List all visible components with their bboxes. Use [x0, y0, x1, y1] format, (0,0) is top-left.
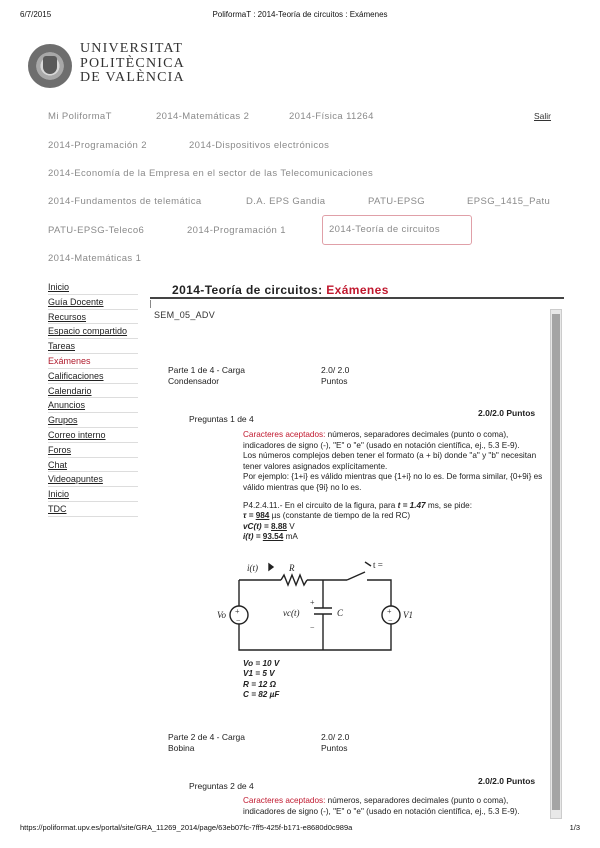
given-v1: V1 = 5 V — [243, 669, 275, 679]
vc-label: vC(t) = — [243, 521, 271, 531]
answer-i — [243, 532, 543, 543]
site-tab-matematicas-2[interactable]: 2014-Matemáticas 2 — [156, 111, 250, 122]
tau-answer[interactable]: 984 — [255, 511, 270, 521]
statement-pre: P4.2.4.11.- En el circuito de la figura, para — [243, 500, 398, 510]
tool-calendario[interactable]: Calendario — [48, 384, 138, 399]
vo-plus-sign: + — [235, 607, 240, 616]
logo-line-2: POLITÈCNICA — [80, 55, 185, 71]
part-2-name: Parte 2 de 4 - Carga — [168, 732, 246, 742]
label-vc: vc(t) — [283, 608, 300, 618]
given-values — [243, 659, 279, 701]
statement-post: ms, se pide: — [425, 500, 473, 510]
part-1-type: Condensador — [168, 376, 220, 386]
part-1-score: 2.0/ 2.0 — [321, 365, 350, 375]
tool-inicio[interactable]: Inicio — [48, 280, 138, 295]
given-c: C = 82 µF — [243, 690, 280, 700]
logo-line-1: UNIVERSITAT — [80, 41, 184, 56]
label-switch-t: t = — [373, 560, 383, 570]
site-tab-fisica[interactable]: 2014-Física 11264 — [289, 111, 374, 122]
v1-plus-sign: + — [387, 607, 392, 616]
upv-seal-icon — [28, 44, 72, 88]
accepted-chars-label: Caracteres aceptados: — [243, 430, 326, 439]
print-date: 6/7/2015 — [20, 10, 52, 19]
print-title: PoliformaT : 2014-Teoría de circuitos : Exámenes — [212, 10, 388, 19]
site-tab-da-eps-gandia[interactable]: D.A. EPS Gandia — [246, 196, 326, 207]
question-2-label: Preguntas 2 de 4 — [189, 781, 254, 791]
site-tab-matematicas-1[interactable]: 2014-Matemáticas 1 — [48, 253, 142, 264]
content-scrollbar[interactable] — [550, 309, 562, 819]
site-tab-patu-epsg[interactable]: PATU-EPSG — [368, 196, 426, 207]
part-2-unit: Puntos — [321, 743, 348, 753]
question-1-score: 2.0/2.0 Puntos — [478, 408, 536, 418]
answer-tau — [243, 511, 543, 522]
question-1-label: Preguntas 1 de 4 — [189, 414, 254, 424]
label-vo: Vo — [217, 610, 226, 620]
question-2-body — [243, 796, 543, 817]
vc-unit: V — [286, 521, 295, 531]
site-tab-dispositivos[interactable]: 2014-Dispositivos electrónicos — [189, 140, 330, 151]
given-vo: Vo = 10 V — [243, 659, 280, 668]
label-v1: V1 — [403, 610, 413, 620]
tool-examenes[interactable]: Exámenes — [48, 354, 138, 369]
page-title — [172, 283, 389, 297]
i-answer[interactable]: 93.54 — [262, 532, 284, 542]
tool-tdc[interactable]: TDC — [48, 502, 138, 517]
tool-calificaciones[interactable]: Calificaciones — [48, 369, 138, 384]
tool-grupos[interactable]: Grupos — [48, 413, 138, 428]
print-page-number: 1/3 — [569, 823, 580, 832]
tool-recursos[interactable]: Recursos — [48, 310, 138, 325]
c-minus-sign: − — [310, 623, 315, 632]
part-1-header — [168, 365, 428, 389]
q2-accepted-chars-label: Caracteres aceptados: — [243, 796, 326, 805]
tool-inicio-2[interactable]: Inicio — [48, 487, 138, 502]
accepted-chars-text: números, separadores decimales (punto o coma), indicadores de signo (-), "E" o "e" (usado en notación científica, ej., 5.3 E-9). — [243, 430, 520, 450]
tool-videoapuntes[interactable]: Videoapuntes — [48, 472, 138, 487]
site-tab-economia[interactable]: 2014-Economía de la Empresa en el sector de las Telecomunicaciones — [48, 168, 374, 179]
question-2-score: 2.0/2.0 Puntos — [478, 776, 536, 786]
exam-code: SEM_05_ADV — [154, 310, 216, 320]
label-i: i(t) — [247, 563, 258, 573]
tool-guia-docente[interactable]: Guía Docente — [48, 295, 138, 310]
tool-correo-interno[interactable]: Correo interno — [48, 428, 138, 443]
upv-logo[interactable] — [28, 41, 185, 92]
part-2-score: 2.0/ 2.0 — [321, 732, 350, 742]
problem-statement — [243, 501, 543, 512]
answer-vc — [243, 522, 543, 533]
rc-circuit-diagram — [213, 560, 413, 660]
part-1-name: Parte 1 de 4 - Carga — [168, 365, 246, 375]
part-2-header — [168, 732, 428, 756]
tool-foros[interactable]: Foros — [48, 443, 138, 458]
site-tab-epsg-patu[interactable]: EPSG_1415_Patu — [467, 196, 551, 207]
scrollbar-thumb[interactable] — [552, 314, 560, 810]
vc-answer[interactable]: 8.88 — [270, 521, 287, 531]
i-unit: mA — [283, 532, 298, 542]
tool-chat[interactable]: Chat — [48, 458, 138, 473]
tool-espacio-compartido[interactable]: Espacio compartido — [48, 324, 138, 339]
label-c: C — [337, 608, 344, 618]
complex-format-note: Los números complejos deben tener el formato (a + bi) donde "a" y "b" necesitan tener valores asignados explícitamente. — [243, 451, 537, 471]
logo-text — [80, 42, 185, 86]
statement-time: t = 1.47 — [397, 500, 426, 510]
menu-collapse-handle[interactable] — [150, 300, 151, 308]
site-tab-programacion-2[interactable]: 2014-Programación 2 — [48, 140, 147, 151]
i-label: i(t) = — [243, 532, 263, 542]
title-divider — [150, 297, 564, 299]
logo-line-3: DE VALÈNCIA — [80, 70, 185, 85]
site-tab-mi-poliformat[interactable]: Mi PoliformaT — [48, 111, 112, 122]
vo-minus-sign: − — [236, 616, 241, 625]
q2-accepted-chars-text: números, separadores decimales (punto o coma), indicadores de signo (-), "E" o "e" (usado en notación científica, ej., 5.3 E-9). — [243, 796, 520, 816]
tool-tareas[interactable]: Tareas — [48, 339, 138, 354]
site-tab-programacion-1[interactable]: 2014-Programación 1 — [187, 225, 286, 236]
page-title-tool: Exámenes — [326, 283, 389, 297]
logout-link[interactable]: Salir — [534, 111, 552, 121]
site-tab-telematica[interactable]: 2014-Fundamentos de telemática — [48, 196, 202, 207]
site-tab-patu-teleco6[interactable]: PATU-EPSG-Teleco6 — [48, 225, 145, 236]
tool-menu — [48, 280, 138, 517]
print-url: https://poliformat.upv.es/portal/site/GRA_11269_2014/page/63eb07fc-7ff5-425f-b171-e8680d0c989a — [20, 823, 353, 832]
given-r: R = 12 Ω — [243, 679, 277, 689]
print-header — [20, 10, 580, 22]
question-1-body — [243, 430, 543, 543]
v1-minus-sign: − — [388, 616, 393, 625]
part-1-unit: Puntos — [321, 376, 348, 386]
q2-accepted-chars-note — [243, 796, 543, 817]
tau-unit: µs (constante de tiempo de la red RC) — [269, 511, 411, 521]
page-title-site: 2014-Teoría de circuitos: — [172, 283, 327, 297]
label-r: R — [289, 563, 295, 573]
site-tab-teoria-circuitos[interactable]: 2014-Teoría de circuitos — [322, 215, 472, 245]
tau-label: τ = — [243, 511, 256, 521]
part-2-type: Bobina — [168, 743, 195, 753]
accepted-chars-note — [243, 430, 543, 451]
c-plus-sign: + — [310, 598, 315, 607]
complex-example-note: Por ejemplo: {1+i} es válido mientras que {1+i} no lo es. De forma similar, {0+9i} es válido mientras que {9i} no lo es. — [243, 472, 543, 492]
tool-anuncios[interactable]: Anuncios — [48, 398, 138, 413]
